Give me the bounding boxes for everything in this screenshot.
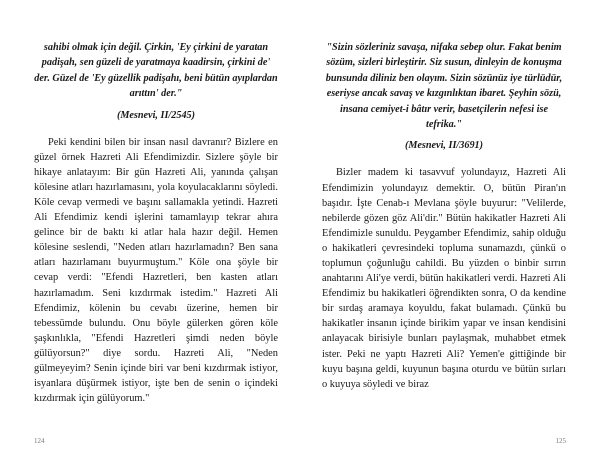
right-quote: "Sizin sözleriniz savaşa, nifaka sebep olur. Fakat benim sözüm, sizleri birleştirir. Siz susun, dinleyin de konuşma bunsunda diliniz ben olayım. Sizin sözünüz iye türlüdür, eseriyse ancak savaş ve kızgınlıktan ibaret. Şeyhin sözü, insana cemiyet-i bâtır verir, basetçilerin nefesi ise tefrika." [325,42,563,131]
left-page-number: 124 [34,437,45,445]
left-body-text: Peki kendini bilen bir insan nasıl davranır? Bizlere en güzel örnek Hazreti Ali Efendimizdir. Sizlere şöyle bir hikaye anlatayım: Bir gün Hazreti Ali, yanında çalışan kölesine atları hazırlamasını, yola koyulacaklarını söyledi. Köle cevap vermedi ve başını sallamakla yetindi. Hazreti Ali Efendimiz kendi işlerini tamamlayıp tekrar ahıra gelince bir de baktı ki atlar hala hazır değil. Hemen kölesine seslendi, "Neden atları hazırlamadın? Ben sana atları hazırlamanı buyurmuştum." Köle ona şöyle bir cevap verdi: "Efendi Hazretleri, ben kasten atları hazırlamadım. Seni kızdırmak istedim." Hazreti Ali Efendimiz, kölenin bu cevabı üzerine, hemen bir tebessümde bulundu. Onu böyle gülerken gören köle şaşkınlıkla, "Efendi Hazretleri şimdi neden böyle gülüyorsun?" diye sordu. Hazreti Ali, "Neden gülmeyeyim? Senin içinde biri var beni kızdırmak istiyor, isyanlara düşürmek istiyor, işte ben de senin o içindeki kızdırmak için gülüyorum." [34,136,278,405]
right-body-text: Bizler madem ki tasavvuf yolundayız, Hazreti Ali Efendimizin yolundayız demektir. O, bütün Piran'ın başıdır. İşte Cenab-ı Mevlana şöyle buyurur: "Velilerde, nebilerde gözen göz Ali'dir." Bütün hakikatler Hazreti Ali Efendimizle sunuldu. Peygamber Efendimiz, sahip olduğu o hakikatleri çevresindeki topluma sunamazdı, çünkü o toplumun çoğunluğu cahildi. Bu yüzden o binbir sırrın anahtarını Ali'ye verdi, bütün hakikatleri verdi. Hazreti Ali Efendimiz bu hakikatleri öğrendikten sonra, O da kendine bir sırdaş aramaya koyuldu, fakat bulamadı. Çünkü bu hakikatler insanın içinde birikim yapar ve insan kendisini anlayacak birisiyle bunları paylaşmak, muhabbet etmek ister. Peki ne yaptı Hazreti Ali? Yemen'e gittiğinde bir kuyu başına geldi, kuyunun başına oturdu ve bütün sırları o kuyuya söyledi ve biraz [322,167,566,390]
right-citation: (Mesnevi, II/3691) [404,140,484,152]
left-citation: (Mesnevi, II/2545) [116,109,196,121]
left-quote: sahibi olmak için değil. Çirkin, 'Ey çirkini de yaratan padişah, sen güzeli de yaratmaya kaadirsin, çirkini de' der. Güzel de 'Ey güzellik padişahı, beni bütün ayıplardan arıttın' der." [34,42,278,100]
right-page-number: 125 [555,437,566,445]
right-page [300,0,600,463]
